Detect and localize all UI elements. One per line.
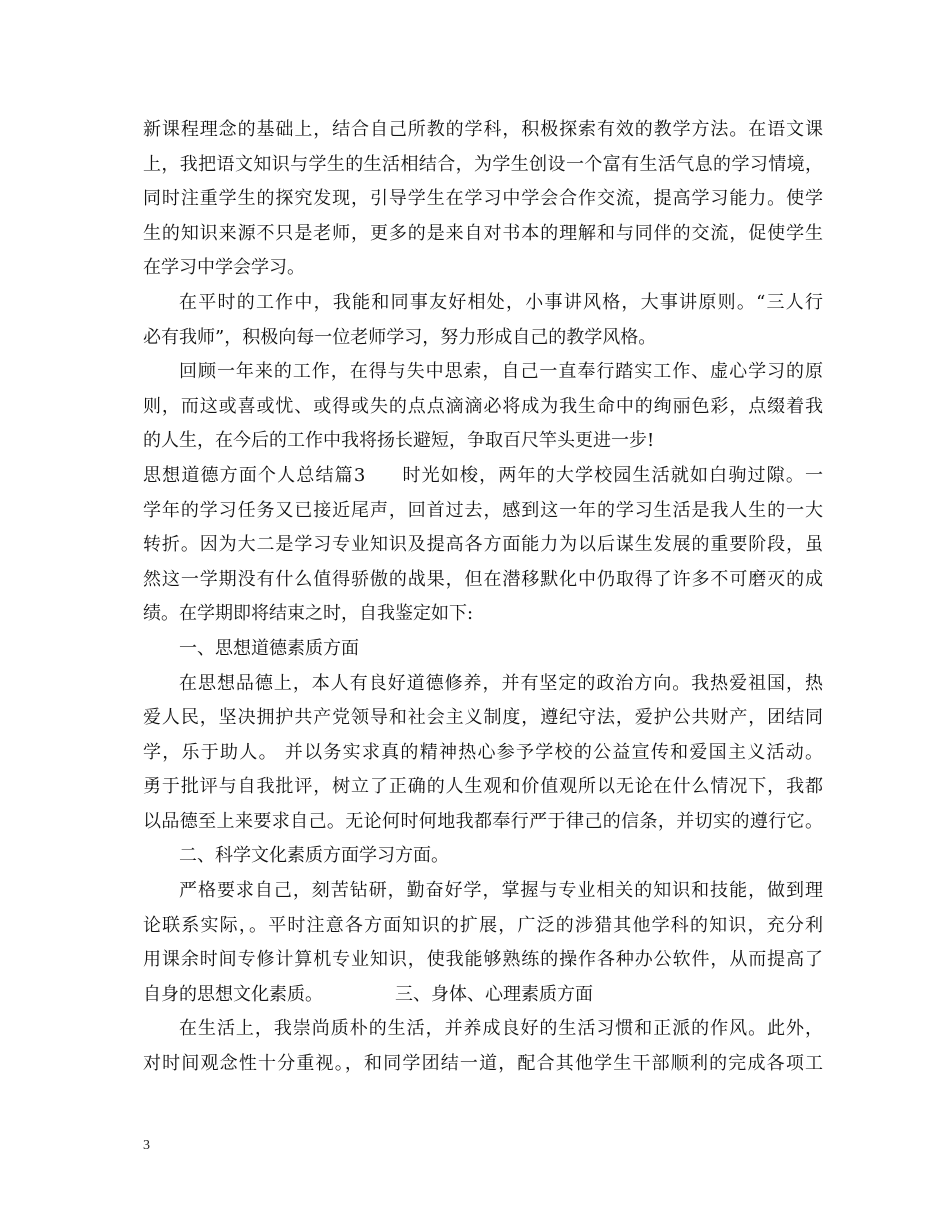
text-line: 用课余时间专修计算机专业知识，使我能够熟练的操作各种办公软件，从而提高了 xyxy=(143,949,823,971)
section-title-line xyxy=(143,459,823,494)
document-body xyxy=(143,113,823,1082)
text-line: 新课程理念的基础上，结合自己所教的学科，积极探索有效的教学方法。在语文课 xyxy=(143,119,823,140)
text-line: 对时间观念性十分重视。，和同学团结一道，配合其他学生干部顺利的完成各项工 xyxy=(143,1053,823,1075)
text-line: 同时注重学生的探究发现，引导学生在学习中学会合作交流，提高学习能力。使学 xyxy=(143,188,823,210)
text-line xyxy=(143,978,823,1013)
text-line: 回顾一年来的工作，在得与失中思索，自己一直奉行踏实工作、虚心学习的原 xyxy=(179,361,823,383)
text-line: 上，我把语文知识与学生的生活相结合，为学生创设一个富有生活气息的学习情境， xyxy=(143,153,823,175)
text-line: 则，而这或喜或忧、或得或失的点点滴滴必将成为我生命中的绚丽色彩，点缀着我 xyxy=(143,395,823,417)
text-line: 学年的学习任务又已接近尾声，回首过去，感到这一年的学习生活是我人生的一大 xyxy=(143,499,823,521)
text-line: 在学习中学会学习。 xyxy=(143,257,305,279)
text-line: 绩。在学期即将结束之时，自我鉴定如下: xyxy=(143,603,474,625)
text-line: 转折。因为大二是学习专业知识及提高各方面能力为以后谋生发展的重要阶段，虽 xyxy=(143,534,823,556)
text-line: 勇于批评与自我批评，树立了正确的人生观和价值观所以无论在什么情况下，我都 xyxy=(143,776,823,798)
text-line: 学，乐于助人。 并以务实求真的精神热心参予学校的公益宣传和爱国主义活动。 xyxy=(143,741,823,763)
paragraph-start: 时光如梭，两年的大学校园生活就如白驹过隙。一 xyxy=(401,464,824,486)
text-line: 在思想品德上，本人有良好道德修养，并有坚定的政治方向。我热爱祖国，热 xyxy=(179,672,823,694)
text-line: 爱人民，坚决拥护共产党领导和社会主义制度，遵纪守法，爱护公共财产，团结同 xyxy=(143,707,823,729)
section-heading: 三、身体、心理素质方面 xyxy=(395,983,593,1005)
text-line: 严格要求自己，刻苦钻研，勤奋好学，掌握与专业相关的知识和技能，做到理 xyxy=(179,880,823,902)
section-heading: 一、思想道德素质方面 xyxy=(179,637,359,659)
text-line: 的人生，在今后的工作中我将扬长避短，争取百尺竿头更进一步! xyxy=(143,430,655,452)
text-line: 在生活上，我崇尚质朴的生活，并养成良好的生活习惯和正派的作风。此外， xyxy=(179,1018,823,1040)
text-line: 生的知识来源不只是老师，更多的是来自对书本的理解和与同伴的交流，促使学生 xyxy=(143,222,823,244)
text-line: 在平时的工作中，我能和同事友好相处，小事讲风格，大事讲原则。“三人行 xyxy=(179,291,823,313)
text-line: 必有我师”，积极向每一位老师学习，努力形成自己的教学风格。 xyxy=(143,326,657,348)
section-heading: 二、科学文化素质方面学习方面。 xyxy=(179,845,449,867)
text-line: 以品德至上来要求自己。无论何时何地我都奉行严于律己的信条，并切实的遵行它。 xyxy=(143,810,823,832)
paragraph-end: 自身的思想文化素质。 xyxy=(143,983,323,1005)
section-title: 思想道德方面个人总结篇3 xyxy=(143,464,366,486)
page-number: 3 xyxy=(143,1138,150,1153)
text-line: 论联系实际，。平时注意各方面知识的扩展，广泛的涉猎其他学科的知识，充分利 xyxy=(143,914,823,936)
text-line: 然这一学期没有什么值得骄傲的战果，但在潜移默化中仍取得了许多不可磨灭的成 xyxy=(143,568,823,590)
